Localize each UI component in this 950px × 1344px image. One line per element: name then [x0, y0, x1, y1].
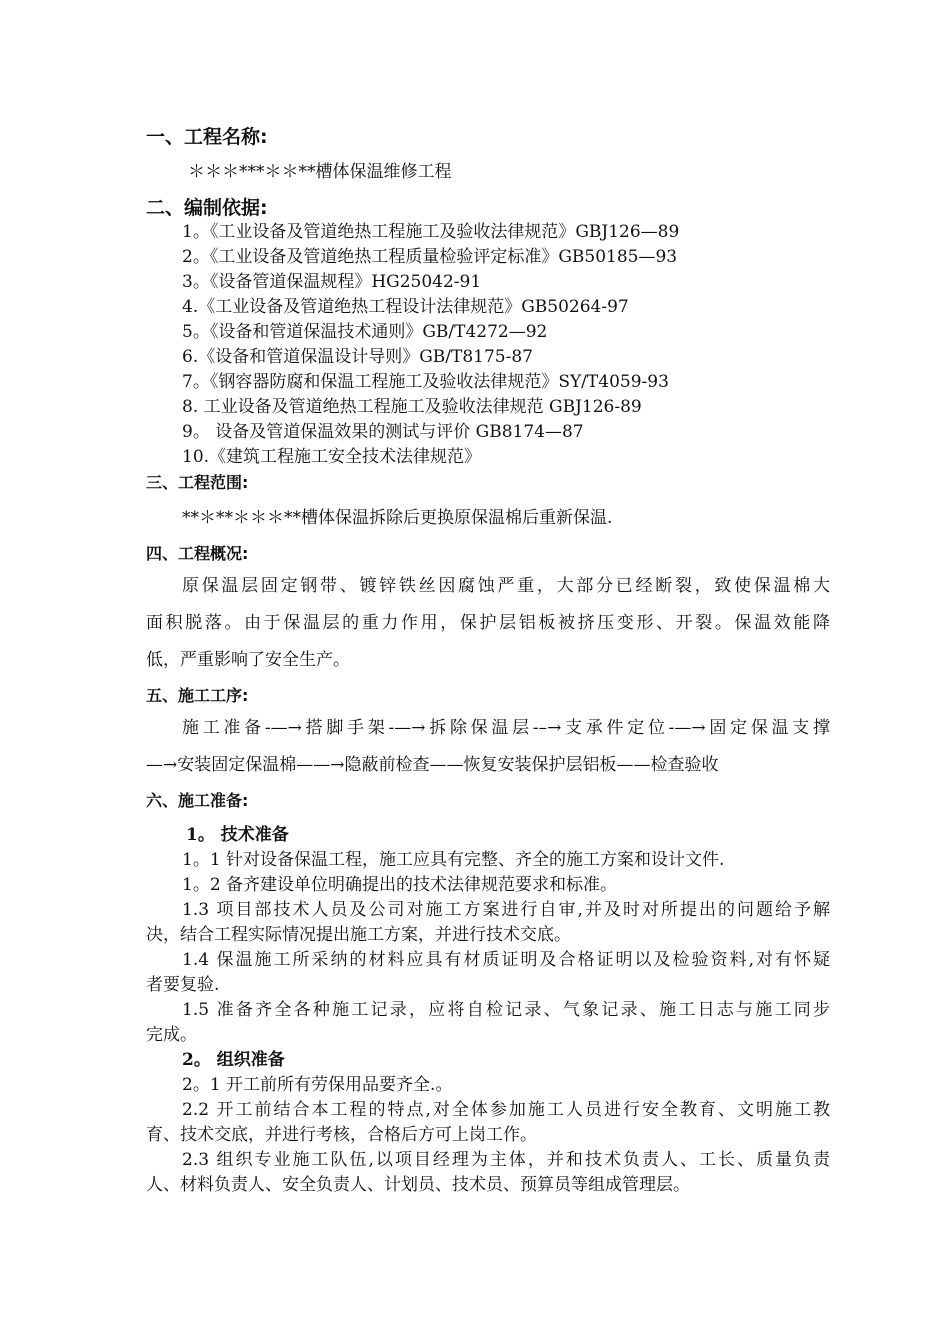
section-heading-procedure: 五、施工工序: — [146, 686, 249, 705]
basis-item: 5。《设备和管道保温技术通则》GB/T4272—92 — [182, 322, 548, 342]
technical-line: 1.4 保温施工所采纳的材料应具有材质证明及合格证明以及检验资料,对有怀疑 — [182, 950, 830, 970]
organization-line: 人、材料负责人、安全负责人、计划员、技术员、预算员等组成管理层。 — [146, 1175, 690, 1195]
basis-item: 8. 工业设备及管道绝热工程施工及验收法律规范 GBJ126-89 — [182, 397, 642, 417]
basis-item: 7。《钢容器防腐和保温工程施工及验收法律规范》SY/T4059-93 — [182, 372, 669, 392]
technical-line: 1.5 准备齐全各种施工记录，应将自检记录、气象记录、施工日志与施工同步 — [182, 1000, 830, 1020]
procedure-line: 施工准备-—→搭脚手架-—→拆除保温层-–→支承件定位-—→固定保温支撑 — [182, 718, 830, 738]
organization-line: 2.3 组织专业施工队伍,以项目经理为主体，并和技术负责人、工长、质量负责 — [182, 1150, 830, 1170]
procedure-line: —→安装固定保温棉——→隐蔽前检查——恢复安装保护层铝板——检查验收 — [146, 755, 719, 775]
subheading-technical: 1。 技术准备 — [186, 825, 289, 845]
organization-line: 2.2 开工前结合本工程的特点,对全体参加施工人员进行安全教育、文明施工教 — [182, 1100, 830, 1120]
organization-line: 育、技术交底，并进行考核，合格后方可上岗工作。 — [146, 1125, 537, 1145]
basis-item: 9。 设备及管道保温效果的测试与评价 GB8174—87 — [182, 422, 584, 442]
section-heading-preparation: 六、施工准备: — [146, 791, 249, 810]
section-heading-project-name: 一、工程名称: — [146, 126, 268, 148]
section-heading-scope: 三、工程范围: — [146, 473, 249, 492]
project-name-text: ＊＊＊***＊＊**槽体保温维修工程 — [188, 162, 452, 182]
technical-line: 1.3 项目部技术人员及公司对施工方案进行自审,并及时对所提出的问题给予解 — [182, 900, 830, 920]
basis-item: 10.《建筑工程施工安全技术法律规范》 — [182, 447, 482, 467]
basis-item: 4.《工业设备及管道绝热工程设计法律规范》GB50264-97 — [182, 297, 629, 317]
subheading-organization: 2。 组织准备 — [182, 1050, 285, 1070]
technical-line: 1。1 针对设备保温工程，施工应具有完整、齐全的施工方案和设计文件. — [182, 850, 725, 870]
scope-text: **＊**＊＊＊**槽体保温拆除后更换原保温棉后重新保温. — [182, 508, 613, 528]
overview-line: 面积脱落。由于保温层的重力作用，保护层铝板被挤压变形、开裂。保温效能降 — [146, 613, 830, 633]
basis-item: 1。《工业设备及管道绝热工程施工及验收法律规范》GBJ126—89 — [182, 222, 680, 242]
basis-item: 2。《工业设备及管道绝热工程质量检验评定标准》GB50185—93 — [182, 247, 678, 267]
overview-line: 原保温层固定钢带、镀锌铁丝因腐蚀严重，大部分已经断裂，致使保温棉大 — [182, 576, 830, 596]
technical-line: 1。2 备齐建设单位明确提出的技术法律规范要求和标准。 — [182, 875, 618, 895]
technical-line: 完成。 — [146, 1025, 197, 1045]
section-heading-basis: 二、编制依据: — [146, 197, 268, 219]
organization-line: 2。1 开工前所有劳保用品要齐全.。 — [182, 1075, 453, 1095]
basis-item: 3。《设备管道保温规程》HG25042-91 — [182, 272, 482, 292]
section-heading-overview: 四、工程概况: — [146, 544, 249, 563]
technical-line: 者要复验. — [146, 975, 220, 995]
basis-item: 6.《设备和管道保温设计导则》GB/T8175-87 — [182, 347, 533, 367]
technical-line: 决，结合工程实际情况提出施工方案，并进行技术交底。 — [146, 925, 571, 945]
overview-line: 低，严重影响了安全生产。 — [146, 650, 350, 670]
